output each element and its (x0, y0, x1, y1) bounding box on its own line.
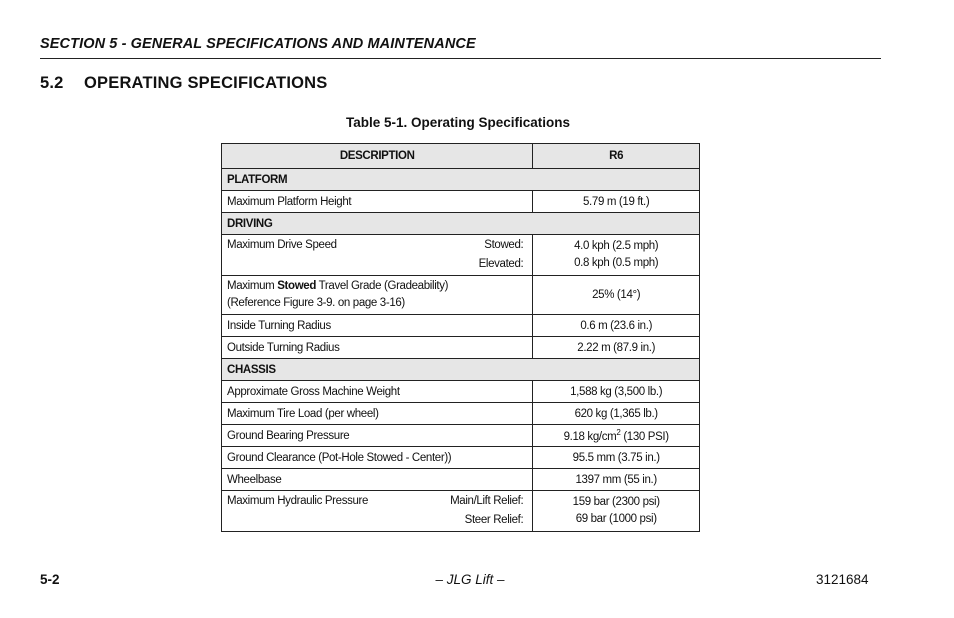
superscript: 2 (616, 428, 621, 438)
table-row (222, 315, 700, 337)
spec-value: 95.5 mm (3.75 in.) (533, 447, 700, 469)
category-label: DRIVING (222, 213, 700, 235)
table-row (222, 491, 700, 532)
spec-value: 0.6 m (23.6 in.) (533, 315, 700, 337)
spec-value: 2.22 m (87.9 in.) (533, 337, 700, 359)
header-rule (40, 58, 881, 59)
document-number: 3121684 (816, 572, 869, 587)
table-row (222, 381, 700, 403)
column-header-description: DESCRIPTION (222, 144, 533, 169)
spec-value-elevated: 0.8 kph (0.5 mph) (574, 257, 659, 269)
spec-value (533, 425, 700, 447)
spec-label-bold: Stowed (277, 280, 317, 292)
spec-value: 1,588 kg (3,500 lb.) (533, 381, 700, 403)
spec-value: 1397 mm (55 in.) (533, 469, 700, 491)
spec-value-stowed: 4.0 kph (2.5 mph) (574, 240, 659, 252)
section-title (40, 74, 327, 93)
spec-value: 620 kg (1,365 lb.) (533, 403, 700, 425)
spec-value-unit: (130 PSI) (620, 430, 669, 443)
category-row-chassis (222, 359, 700, 381)
spec-label: Maximum Tire Load (per wheel) (222, 403, 533, 425)
table-row (222, 447, 700, 469)
table-row (222, 276, 700, 315)
section-header: SECTION 5 - GENERAL SPECIFICATIONS AND MAINTENANCE (40, 36, 476, 52)
spec-value-main: 9.18 kg/cm (563, 430, 617, 443)
spec-value-steer: 69 bar (1000 psi) (575, 513, 657, 525)
qualifier-elevated: Elevated: (478, 258, 524, 270)
category-row-driving (222, 213, 700, 235)
spec-label: Maximum Platform Height (222, 191, 533, 213)
operating-specifications-table (221, 143, 700, 532)
spec-label-cell (222, 235, 533, 276)
column-header-model: R6 (533, 144, 700, 169)
table-row (222, 191, 700, 213)
table-header-row (222, 144, 700, 169)
spec-label-cell (222, 276, 533, 315)
table-row (222, 235, 700, 276)
category-row-platform (222, 169, 700, 191)
qualifier-main-lift-relief: Main/Lift Relief: (450, 495, 524, 507)
spec-label: Ground Bearing Pressure (222, 425, 533, 447)
spec-value: 25% (14°) (533, 276, 700, 315)
spec-label: Wheelbase (222, 469, 533, 491)
spec-value-cell (533, 235, 700, 276)
table-row (222, 337, 700, 359)
spec-value: 5.79 m (19 ft.) (533, 191, 700, 213)
spec-label-cell (222, 491, 533, 532)
spec-label: Outside Turning Radius (222, 337, 533, 359)
spec-value-main-lift: 159 bar (2300 psi) (572, 496, 660, 508)
spec-label-pre: Maximum (227, 280, 278, 292)
spec-label-reference: (Reference Figure 3-9. on page 3-16) (227, 297, 405, 309)
spec-value-cell (533, 491, 700, 532)
table-row (222, 403, 700, 425)
spec-label: Approximate Gross Machine Weight (222, 381, 533, 403)
category-label: PLATFORM (222, 169, 700, 191)
category-label: CHASSIS (222, 359, 700, 381)
qualifier-steer-relief: Steer Relief: (464, 514, 524, 526)
spec-label: Inside Turning Radius (222, 315, 533, 337)
section-title-text: OPERATING SPECIFICATIONS (84, 74, 328, 92)
section-number: 5.2 (40, 74, 64, 92)
table-row (222, 425, 700, 447)
qualifier-stowed: Stowed: (484, 239, 524, 251)
spec-label: Maximum Hydraulic Pressure (227, 495, 369, 507)
table-caption: Table 5-1. Operating Specifications (345, 115, 571, 130)
page-number: 5-2 (40, 572, 60, 587)
spec-label-post: Travel Grade (Gradeability) (316, 280, 449, 292)
spec-label: Maximum Drive Speed (227, 239, 337, 251)
table-row (222, 469, 700, 491)
footer-brand: – JLG Lift – (435, 572, 505, 587)
spec-label: Ground Clearance (Pot-Hole Stowed - Center)) (222, 447, 533, 469)
